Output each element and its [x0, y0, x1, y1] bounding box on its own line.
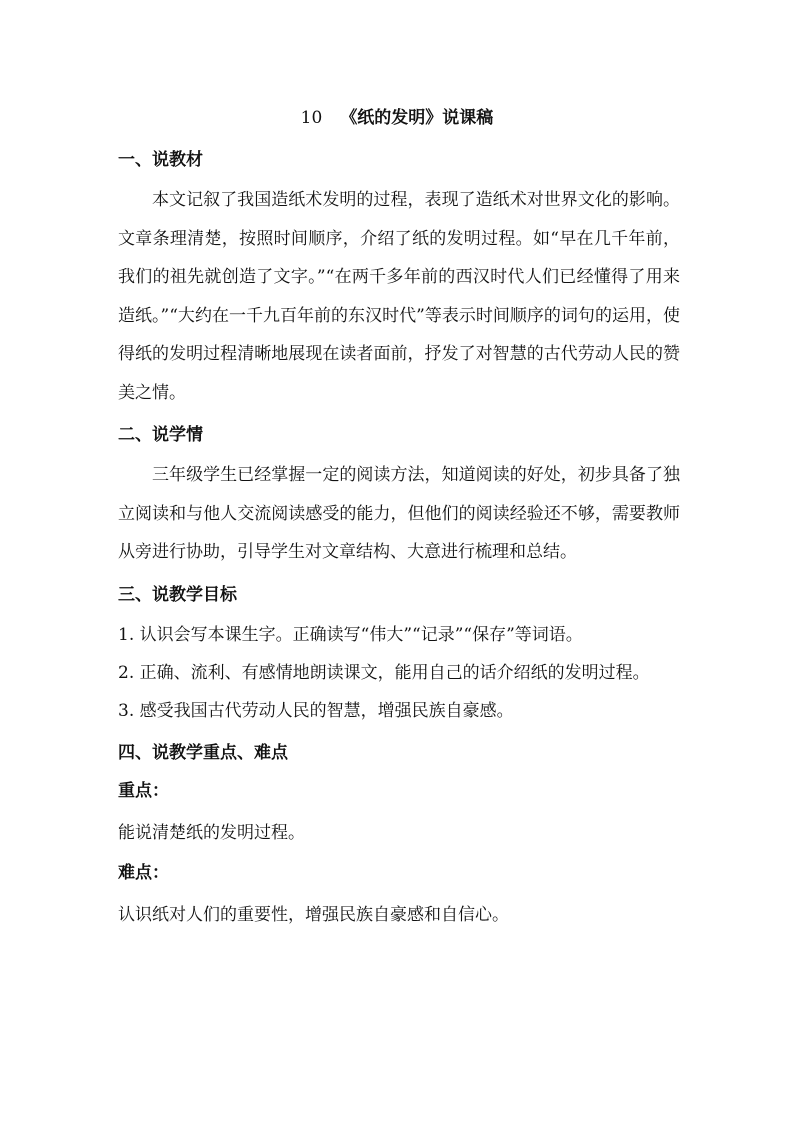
section-paragraph-learners: 三年级学生已经掌握一定的阅读方法，知道阅读的好处，初步具备了独立阅读和与他人交流阅读感受的能力，但他们的阅读经验还不够，需要教师从旁进行协助，引导学生对文章结构、大意进行梳理和总结。 — [118, 465, 680, 562]
objective-item-1: 1. 认识会写本课生字。正确读写“伟大”“记录”“保存”等词语。 — [118, 624, 583, 645]
objective-item-3: 3. 感受我国古代劳动人民的智慧，增强民族自豪感。 — [118, 700, 514, 721]
key-point-label: 重点： — [118, 780, 169, 801]
title-text: 《纸的发明》说课稿 — [340, 108, 494, 128]
section-heading-objectives: 三、说教学目标 — [118, 584, 237, 605]
title-number: 10 — [300, 108, 323, 128]
objective-item-2: 2. 正确、流利、有感情地朗读课文，能用自己的话介绍纸的发明过程。 — [118, 662, 650, 683]
section-heading-key-points: 四、说教学重点、难点 — [118, 742, 288, 763]
section-heading-textbook: 一、说教材 — [118, 150, 203, 170]
document-title — [0, 104, 794, 132]
document-body — [118, 145, 680, 934]
difficulty-text: 认识纸对人们的重要性，增强民族自豪感和自信心。 — [118, 904, 509, 925]
difficulty-label: 难点： — [118, 862, 169, 883]
section-heading-learners: 二、说学情 — [118, 425, 203, 445]
key-point-text: 能说清楚纸的发明过程。 — [118, 822, 305, 843]
section-paragraph-textbook: 本文记叙了我国造纸术发明的过程，表现了造纸术对世界文化的影响。文章条理清楚，按照时间顺序，介绍了纸的发明过程。如“早在几千年前，我们的祖先就创造了文字。”“在两千多年前的西汉时代人们已经懂得了用来造纸。”“大约在一千九百年前的东汉时代”等表示时间顺序的词句的运用，使得纸的发明过程清晰地展现在读者面前，抒发了对智慧的古代劳动人民的赞美之情。 — [118, 190, 680, 403]
